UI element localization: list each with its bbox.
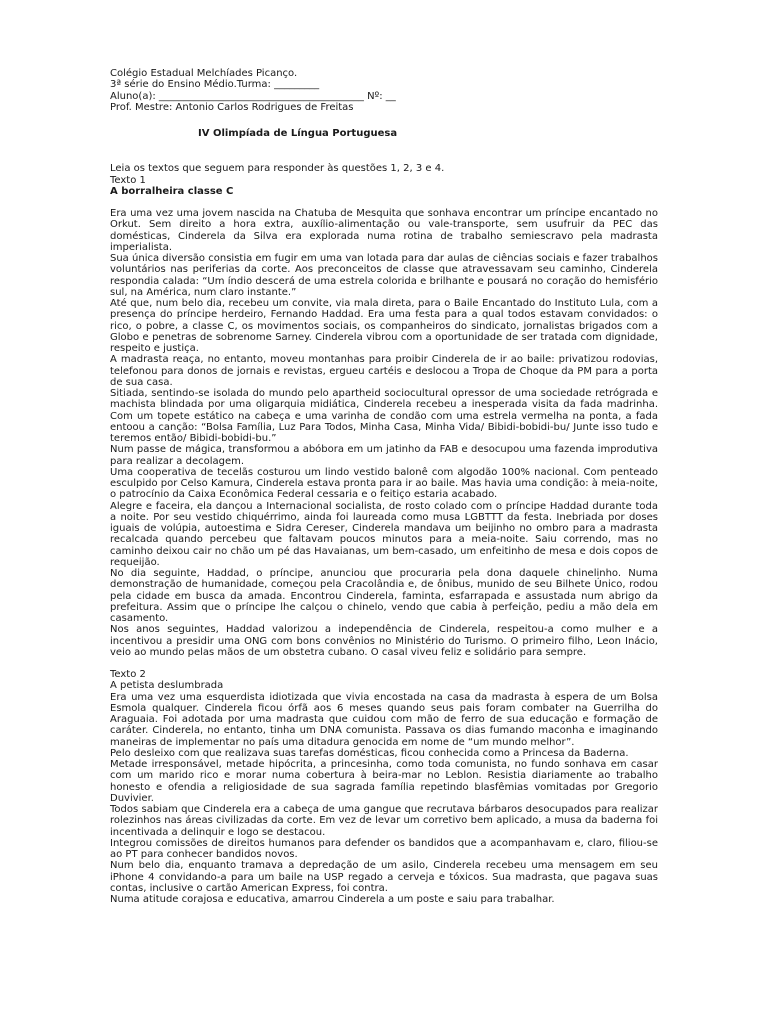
school-name: Colégio Estadual Melchíades Picanço. [110, 68, 298, 79]
text1-paragraph: Nos anos seguintes, Haddad valorizou a independência de Cinderela, respeitou-a como mulher e a incentivou a presidir uma ONG com bons convênios no Ministério do Turismo. O primeiro filho, Leon Inácio, veio ao mundo pelas mãos de um obstetra cubano. O casal viveu feliz e solidário para sempre. [110, 624, 658, 658]
header-block [110, 68, 658, 113]
text1-paragraph: Era uma vez uma jovem nascida na Chatuba de Mesquita que sonhava encontrar um príncipe encantado no Orkut. Sem direito a hora extra, auxílio-alimentação ou vale-transporte, sem usufruir da PEC das domésticas, Cinderela da Silva era explorada numa rotina de trabalho semiescravo pela madrasta imperialista. [110, 208, 658, 253]
text1-paragraph: Uma cooperativa de tecelãs costurou um lindo vestido balonê com algodão 100% nacional. Com penteado esculpido por Celso Kamura, Cinderela estava pronta para ir ao baile. Mas havia uma condição: à meia-noite, o patrocínio da Caixa Econômica Federal cessaria e o feitiço estaria acabado. [110, 466, 658, 501]
text2-paragraph: Num belo dia, enquanto tramava a depredação de um asilo, Cinderela recebeu uma mensagem em seu iPhone 4 convidando-a para um baile na USP regado a cerveja e tóxicos. Sua madrasta, que pagava suas contas, inclusive o cartão American Express, foi contra. [110, 860, 658, 894]
document-page [110, 68, 658, 905]
text1-heading: A borralheira classe C [110, 185, 234, 197]
text1-paragraph: No dia seguinte, Haddad, o príncipe, anunciou que procuraria pela dona daquele chinelinho. Numa demonstração de humanidade, começou pela Cracolândia e, de ônibus, munido de seu Bilhete Único, rodou pela cidade em busca da amada. Encontrou Cinderela, faminta, esfarrapada e assustada num abrigo da prefeitura. Assim que o príncipe lhe calçou o chinelo, vendo que cabia à perfeição, pediu a mão dela em casamento. [110, 568, 658, 624]
student-line: Aluno(a): _________________________________________ Nº: __ [110, 90, 396, 102]
text1-paragraph: Alegre e faceira, ela dançou a Internacional socialista, de rosto colado com o príncipe Haddad durante toda a noite. Por seu vestido chiquérrimo, ainda foi laureada como musa LGBTTT da festa. Inebriada por doses iguais de volúpia, autoestima e Sidra Cereser, Cinderela mandava um beijinho no ombro para a madrasta recalcada quando percebeu que faltavam poucos minutos para a meia-noite. Saiu correndo, mas no caminho deixou cair no chão um pé das Havaianas, um bem-casado, um enfeitinho de mesa e dois copos de requeijão. [110, 500, 658, 568]
text2-paragraph: Era uma vez uma esquerdista idiotizada que vivia encostada na casa da madrasta à espera de um Bolsa Esmola qualquer. Cinderela ficou órfã aos 6 meses quando seus pais foram combater na Guerrilha do Araguaia. Foi adotada por uma madrasta que cuidou com mão de ferro de sua educação e formação de caráter. Cinderela, no entanto, tinha um DNA comunista. Passava os dias fumando maconha e imaginando maneiras de implementar no país uma ditadura genocida em nome de “um mundo melhor”. [110, 691, 658, 748]
text1-paragraph: Sua única diversão consistia em fugir em uma van lotada para dar aulas de ciências sociais e fazer trabalhos voluntários nas periferias da corte. Aos preconceitos de classe que atravessavam seu caminho, Cinderela respondia calada: “Um índio descerá de uma estrela colorida e brilhante e pousará no coração do hemisfério sul, na América, num claro instante.” [110, 253, 658, 298]
text1-section [110, 175, 658, 659]
text1-paragraph: Num passe de mágica, transformou a abóbora em um jatinho da FAB e desocupou uma fazenda improdutiva para realizar a decolagem. [110, 444, 658, 467]
text1-paragraph: Sitiada, sentindo-se isolada do mundo pelo apartheid sociocultural opressor de uma sociedade retrógrada e machista blindada por uma oligarquia midiática, Cinderela recebeu a inesperada visita da fada madrinha. Com um topete estático na cabeça e uma varinha de condão com uma estrela vermelha na ponta, a fada entoou a canção: “Bolsa Família, Luz Para Todos, Minha Casa, Minha Vida/ Bibidi-bobidi-bu/ Junte isso tudo e teremos então/ Bibidi-bobidi-bu.” [110, 388, 658, 444]
text2-paragraph: Integrou comissões de direitos humanos para defender os bandidos que a acompanhavam e, claro, filiou-se ao PT para conhecer bandidos novos. [110, 837, 658, 860]
text1-label: Texto 1 [110, 174, 146, 186]
text2-paragraph: Todos sabiam que Cinderela era a cabeça de uma gangue que recrutava bárbaros desocupados para realizar rolezinhos nas áreas civilizadas da corte. Em vez de levar um corretivo bem aplicado, a musa da baderna foi incentivada a delinquir e logo se destacou. [110, 804, 658, 838]
text2-paragraph: Numa atitude corajosa e educativa, amarrou Cinderela a um poste e saiu para trabalhar. [110, 894, 555, 905]
document-title: IV Olimpíada de Língua Portuguesa [198, 128, 398, 139]
instructions: Leia os textos que seguem para responder às questões 1, 2, 3 e 4. [110, 163, 445, 175]
text2-label: Texto 2 [110, 669, 146, 680]
text2-paragraph: Metade irresponsável, metade hipócrita, a princesinha, como toda comunista, no fundo sonhava em casar com um marido rico e morar numa cobertura à beira-mar no Leblon. Resistia diariamente ao trabalho honesto e ofendia a religiosidade de sua sagrada família repetindo blasfêmias vomitadas por Gregorio Duvivier. [110, 759, 658, 804]
text1-paragraph: Até que, num belo dia, recebeu um convite, via mala direta, para o Baile Encantado do Instituto Lula, com a presença do príncipe herdeiro, Fernando Haddad. Era uma festa para a qual todos estavam convidados: o rico, o pobre, a classe C, os movimentos sociais, os companheiros do sindicato, jornalistas brigados com a Globo e penetras de sobrenome Sarney. Cinderela vibrou com a oportunidade de ser tratada com dignidade, respeito e justiça. [110, 298, 658, 354]
grade-class-line: 3ª série do Ensino Médio.Turma: _________ [110, 79, 320, 91]
teacher-line: Prof. Mestre: Antonio Carlos Rodrigues de Freitas [110, 101, 354, 113]
text2-heading: A petista deslumbrada [110, 680, 224, 692]
text1-paragraph: A madrasta reaça, no entanto, moveu montanhas para proibir Cinderela de ir ao baile: privatizou rodovias, telefonou para donos de jornais e revistas, ergueu cartéis e deslocou a Tropa de Choque da PM para a porta de sua casa. [110, 354, 658, 388]
text2-paragraph: Pelo desleixo com que realizava suas tarefas domésticas, ficou conhecida como a Princesa da Baderna. [110, 747, 629, 759]
text2-section [110, 669, 658, 905]
